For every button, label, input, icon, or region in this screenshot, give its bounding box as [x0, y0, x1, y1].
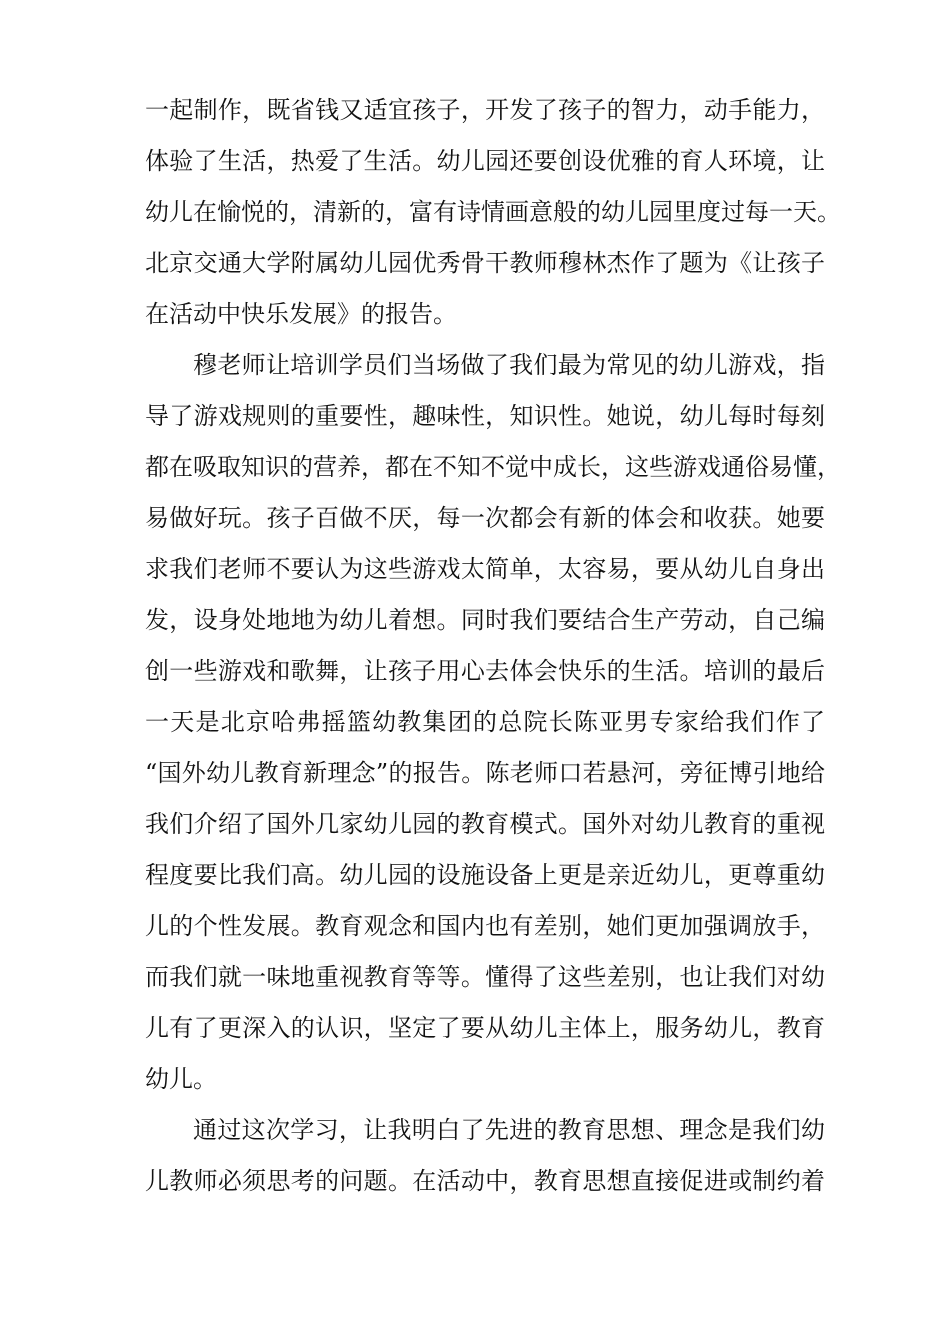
text-line: 创一些游戏和歌舞，让孩子用心去体会快乐的生活。培训的最后 — [145, 657, 825, 685]
text-line: 儿有了更深入的认识，坚定了要从幼儿主体上，服务幼儿，教育 — [145, 1014, 825, 1042]
text-line: 求我们老师不要认为这些游戏太简单，太容易，要从幼儿自身出 — [145, 555, 825, 583]
text-line: “国外幼儿教育新理念”的报告。陈老师口若悬河，旁征博引地给 — [145, 759, 825, 787]
text-line: 幼儿在愉悦的，清新的，富有诗情画意般的幼儿园里度过每一天。 — [145, 198, 841, 226]
text-line: 发，设身处地地为幼儿着想。同时我们要结合生产劳动，自己编 — [145, 606, 825, 634]
text-line: 而我们就一味地重视教育等等。懂得了这些差别，也让我们对幼 — [145, 963, 825, 991]
text-line: 易做好玩。孩子百做不厌，每一次都会有新的体会和收获。她要 — [145, 504, 825, 532]
text-line: 都在吸取知识的营养，都在不知不觉中成长，这些游戏通俗易懂， — [145, 453, 841, 481]
text-line: 我们介绍了国外几家幼儿园的教育模式。国外对幼儿教育的重视 — [145, 810, 825, 838]
text-line: 一天是北京哈弗摇篮幼教集团的总院长陈亚男专家给我们作了 — [145, 708, 825, 736]
text-line: 北京交通大学附属幼儿园优秀骨干教师穆林杰作了题为《让孩子 — [145, 249, 825, 277]
text-line: 程度要比我们高。幼儿园的设施设备上更是亲近幼儿，更尊重幼 — [145, 861, 825, 889]
text-line: 导了游戏规则的重要性，趣味性，知识性。她说，幼儿每时每刻 — [145, 402, 825, 430]
text-line: 儿教师必须思考的问题。在活动中，教育思想直接促进或制约着 — [145, 1167, 825, 1195]
paragraph-first-line: 通过这次学习，让我明白了先进的教育思想、理念是我们幼 — [193, 1116, 825, 1144]
paragraph-first-line: 穆老师让培训学员们当场做了我们最为常见的幼儿游戏，指 — [193, 351, 825, 379]
text-line: 体验了生活，热爱了生活。幼儿园还要创设优雅的育人环境，让 — [145, 147, 825, 175]
text-line: 一起制作，既省钱又适宜孩子，开发了孩子的智力，动手能力， — [145, 96, 825, 124]
text-line: 儿的个性发展。教育观念和国内也有差别，她们更加强调放手， — [145, 912, 825, 940]
text-line: 幼儿。 — [145, 1065, 217, 1093]
text-line: 在活动中快乐发展》的报告。 — [145, 300, 457, 328]
